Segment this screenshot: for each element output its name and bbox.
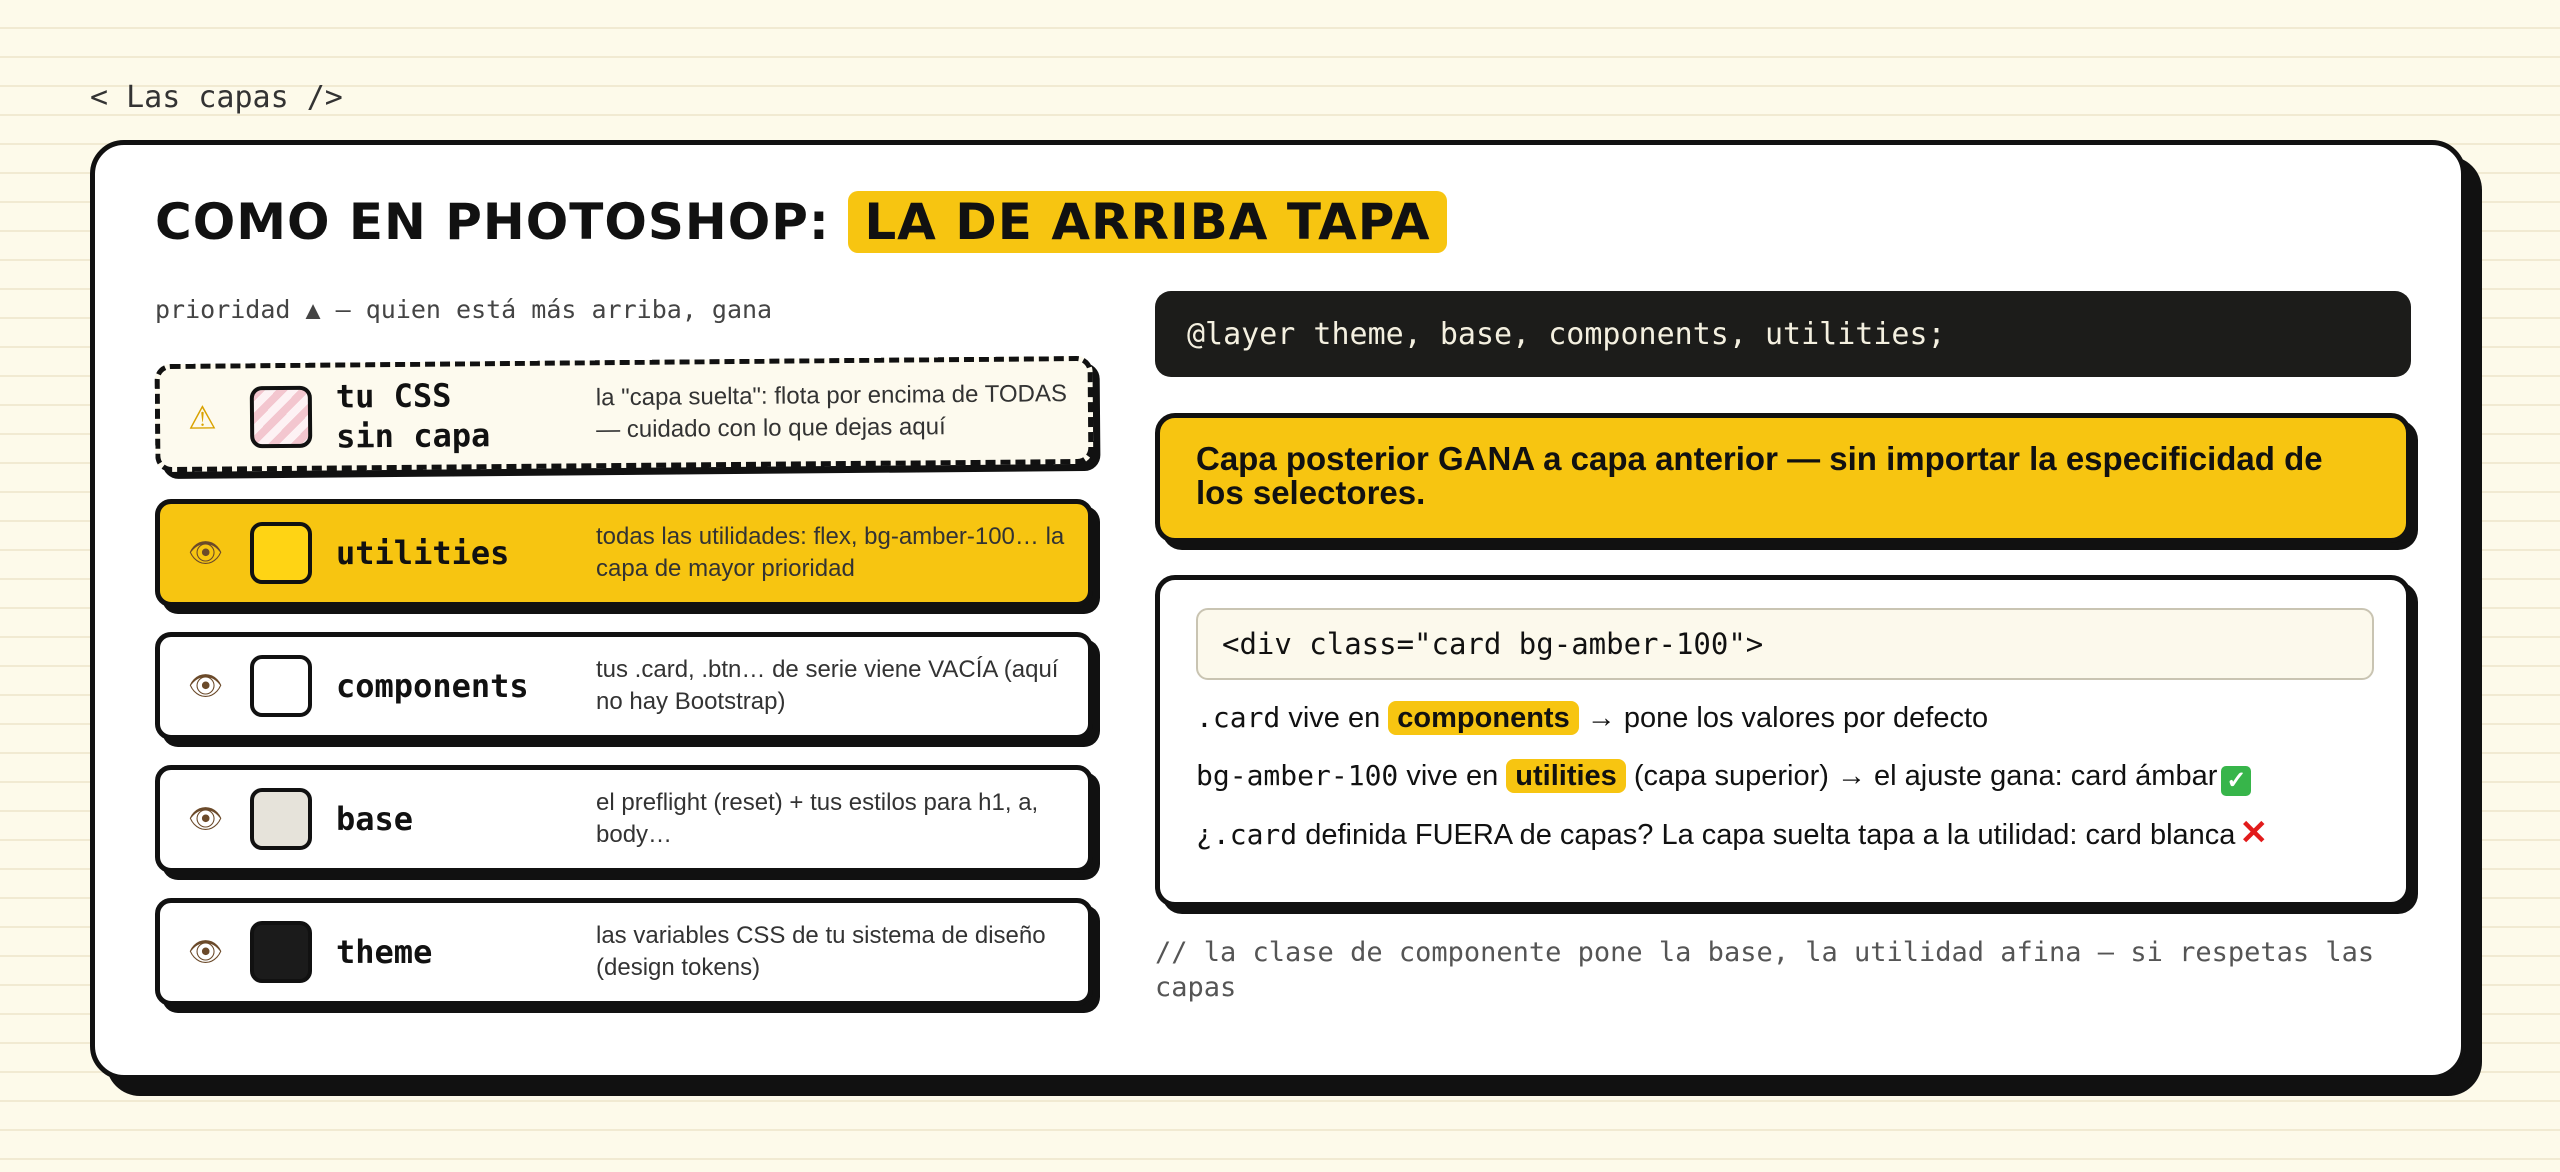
footnote-comment: // la clase de componente pone la base, la utilidad afina — si respetas las capas [1155,937,2375,1003]
code-snippet: .card [1196,701,1281,734]
example-line-unlayered [1196,813,2268,855]
layer-description: el preflight (reset) + tus estilos para h1, a, body… [596,789,1039,848]
layer-name: components [336,667,529,705]
line-text: vive en [1398,760,1507,792]
warning-icon: ⚠ [187,399,217,436]
rule-callout: Capa posterior GANA a capa anterior — sin importar la especificidad de los selectores. [1155,413,2411,543]
eye-icon[interactable]: 👁 [188,803,224,834]
line-text: definida FUERA de capas? La capa suelta tapa a la utilidad: card blanca [1297,819,2236,851]
layer-swatch-utilities [250,522,312,584]
layer-pill: utilities [1506,759,1626,793]
layer-row-base[interactable] [155,765,1093,873]
layer-swatch-theme [250,921,312,983]
code-prefix: ¿ [1196,818,1213,851]
layer-description: las variables CSS de tu sistema de diseño (design tokens) [596,922,1046,981]
section-kicker: < Las capas /> [90,80,343,115]
line-text: → pone los valores por defecto [1578,702,1989,734]
priority-note: prioridad ▲ — quien está más arriba, gana [155,295,773,324]
code-snippet: bg-amber-100 [1196,759,1399,792]
layers-card [90,140,2466,1080]
layer-description: todas las utilidades: flex, bg-amber-100… la capa de mayor prioridad [596,523,1065,582]
layer-name: utilities [336,534,510,572]
layer-declaration-code: @layer theme, base, components, utilities; [1155,291,2411,377]
layer-name: tu CSS sin capa [335,376,491,456]
example-line-utilities [1196,756,2251,796]
code-snippet: .card [1212,818,1298,851]
layer-row-components[interactable] [155,632,1093,740]
eye-icon[interactable]: 👁 [188,670,224,701]
example-panel [1155,575,2411,907]
check-icon: ✓ [2221,766,2251,796]
page-title [155,193,1447,251]
cross-icon: ✕ [2239,814,2268,852]
layer-name: theme [336,933,433,971]
title-prefix: COMO EN PHOTOSHOP: [155,193,830,251]
example-line-components [1196,698,1988,738]
example-code: <div class="card bg-amber-100"> [1196,608,2374,680]
layer-name: base [336,800,414,838]
layer-swatch-components [250,655,312,717]
layer-row-unlayered[interactable] [155,356,1094,472]
title-highlight: LA DE ARRIBA TAPA [848,191,1446,253]
layer-description: tus .card, .btn… de serie viene VACÍA (aquí no hay Bootstrap) [596,656,1059,715]
layer-pill: components [1388,701,1578,735]
layer-row-theme[interactable] [155,898,1093,1006]
layer-row-utilities[interactable] [155,499,1093,607]
line-text: vive en [1280,702,1389,734]
eye-icon[interactable]: 👁 [188,936,224,967]
eye-icon[interactable]: 👁 [188,537,224,568]
layer-swatch-unlayered [250,386,313,449]
layer-swatch-base [250,788,312,850]
layer-description: la "capa suelta": flota por encima de TODAS — cuidado con lo que dejas aquí [595,380,1068,444]
line-text: (capa superior) → el ajuste gana: card ámbar [1625,760,2218,792]
